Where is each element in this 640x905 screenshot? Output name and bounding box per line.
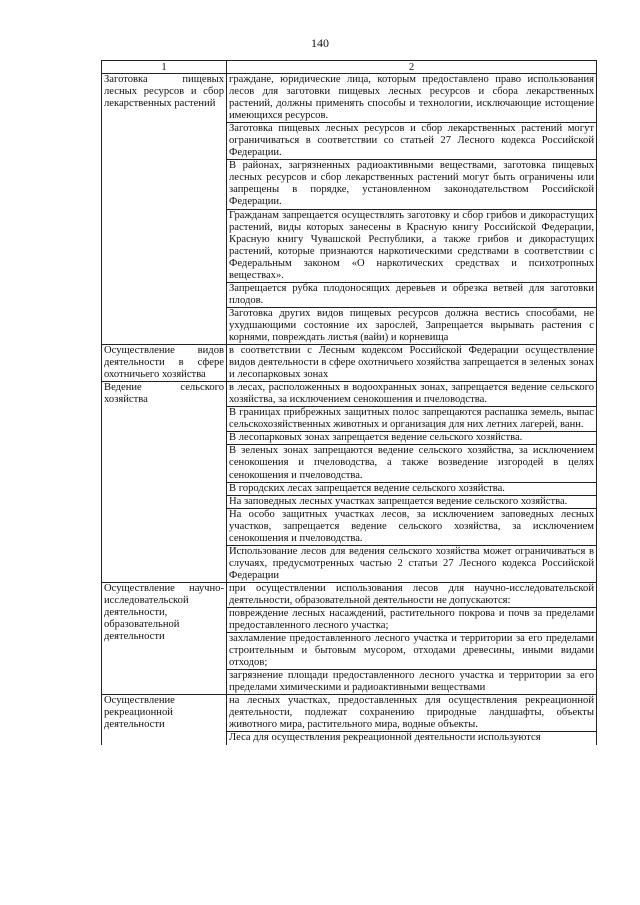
- requirement-paragraph: В городских лесах запрещается ведение сельского хозяйства.: [227, 482, 596, 495]
- activity-requirements: [227, 582, 597, 694]
- activity-requirements: [227, 74, 597, 345]
- requirement-paragraph: В границах прибрежных защитных полос запрещаются распашка земель, выпас сельскохозяйственных животных и организация для них летних лагерей, ванн.: [229, 407, 594, 431]
- table-header-row: [102, 61, 597, 74]
- requirement-paragraph: Заготовка других видов пищевых ресурсов должна вестись способами, не ухудшающими состояние их зарослей, Запрещается вырывать растения с корнями, повреждать листья (вайи) и корневища: [229, 307, 594, 343]
- requirement-paragraph: Использование лесов для ведения сельского хозяйства может ограничиваться в случаях, предусмотренных частью 2 статьи 27 Лесного кодекса Российской Федерации: [229, 545, 594, 581]
- requirement-paragraph: на лесных участках, предоставленных для осуществления рекреационной деятельности, подлежат сохранению природные ландшафты, объекты животного мира, растительного мира, водные объекты.: [229, 695, 594, 731]
- activity-requirements: [227, 695, 597, 745]
- table-row: [102, 345, 597, 382]
- activity-label: Осуществление рекреационной деятельности: [102, 695, 227, 745]
- table-row: [102, 382, 597, 583]
- table-row: [102, 74, 597, 345]
- requirement-paragraph: загрязнение площади предоставленного лесного участка и территории за его пределами химическими и радиоактивными веществами: [229, 670, 594, 694]
- activity-label: Осуществление видов деятельности в сфере охотничьего хозяйства: [102, 345, 227, 382]
- activity-requirements: [227, 345, 597, 382]
- activity-label: Заготовка пищевых лесных ресурсов и сбор лекарственных растений: [102, 74, 227, 345]
- activity-requirements: [227, 382, 597, 583]
- requirement-paragraph: захламление предоставленного лесного участка и территории за его пределами строительным и бытовым мусором, отходами древесины, иными видами отходов;: [229, 633, 594, 669]
- requirement-paragraph: повреждение лесных насаждений, растительного покрова и почв за пределами предоставленного лесного участка;: [229, 608, 594, 632]
- requirement-paragraph: На особо защитных участках лесов, за исключением заповедных лесных участков, запрещается ведение сельского хозяйства, за исключением сенокошения и пчеловодства.: [229, 508, 594, 544]
- table-row: [102, 695, 597, 745]
- requirement-paragraph: в соответствии с Лесным кодексом Российской Федерации осуществление видов деятельности в сфере охотничьего хозяйства запрещается в зеленых зонах и лесопарковых зонах: [229, 345, 594, 381]
- requirement-paragraph: На заповедных лесных участках запрещается ведение сельского хозяйства.: [227, 495, 596, 508]
- page-number: 140: [311, 36, 329, 50]
- requirement-paragraph: Гражданам запрещается осуществлять заготовку и сбор грибов и дикорастущих растений, виды которых занесены в Красную книгу Российской Федерации, Красную книгу Чувашской Республики, а также грибов и дикорастущих растений, которые признаются наркотическими средствами в соответствии с Федеральным законом «О наркотических средствах и психотропных веществах».: [229, 209, 594, 281]
- requirement-paragraph: в лесах, расположенных в водоохранных зонах, запрещается ведение сельского хозяйства, за исключением сенокошения и пчеловодства.: [229, 382, 594, 406]
- table-row: [102, 582, 597, 694]
- requirement-paragraph: граждане, юридические лица, которым предоставлено право использования лесов для заготовки пищевых лесных ресурсов и сбора лекарственных растений, должны применять способы и технологии, исключающие истощение имеющихся ресурсов.: [229, 74, 594, 122]
- requirement-paragraph: В районах, загрязненных радиоактивными веществами, заготовка пищевых лесных ресурсов и сбор лекарственных растений могут быть ограничены или запрещены в порядке, установленном законодательством Российской Федерации.: [229, 160, 594, 208]
- requirement-paragraph: Заготовка пищевых лесных ресурсов и сбор лекарственных растений могут ограничиваться в соответствии со статьей 27 Лесного кодекса Российской Федерации.: [229, 123, 594, 159]
- requirement-paragraph: В зеленых зонах запрещаются ведение сельского хозяйства, за исключением сенокошения и пчеловодства, а также возведение изгородей в целях сенокошения и пчеловодства.: [229, 445, 594, 481]
- activity-label: Осуществление научно-исследовательской деятельности, образовательной деятельности: [102, 582, 227, 694]
- column-header-2: 2: [227, 61, 597, 74]
- requirement-paragraph: В лесопарковых зонах запрещается ведение сельского хозяйства.: [227, 431, 596, 444]
- column-header-1: 1: [102, 61, 227, 74]
- regulations-table: [101, 60, 597, 745]
- requirement-paragraph: Леса для осуществления рекреационной деятельности используются: [227, 731, 596, 744]
- requirement-paragraph: Запрещается рубка плодоносящих деревьев и обрезка ветвей для заготовки плодов.: [229, 282, 594, 306]
- activity-label: Ведение сельского хозяйства: [102, 382, 227, 583]
- requirement-paragraph: при осуществлении использования лесов для научно-исследовательской деятельности, образовательной деятельности не допускаются:: [229, 582, 594, 606]
